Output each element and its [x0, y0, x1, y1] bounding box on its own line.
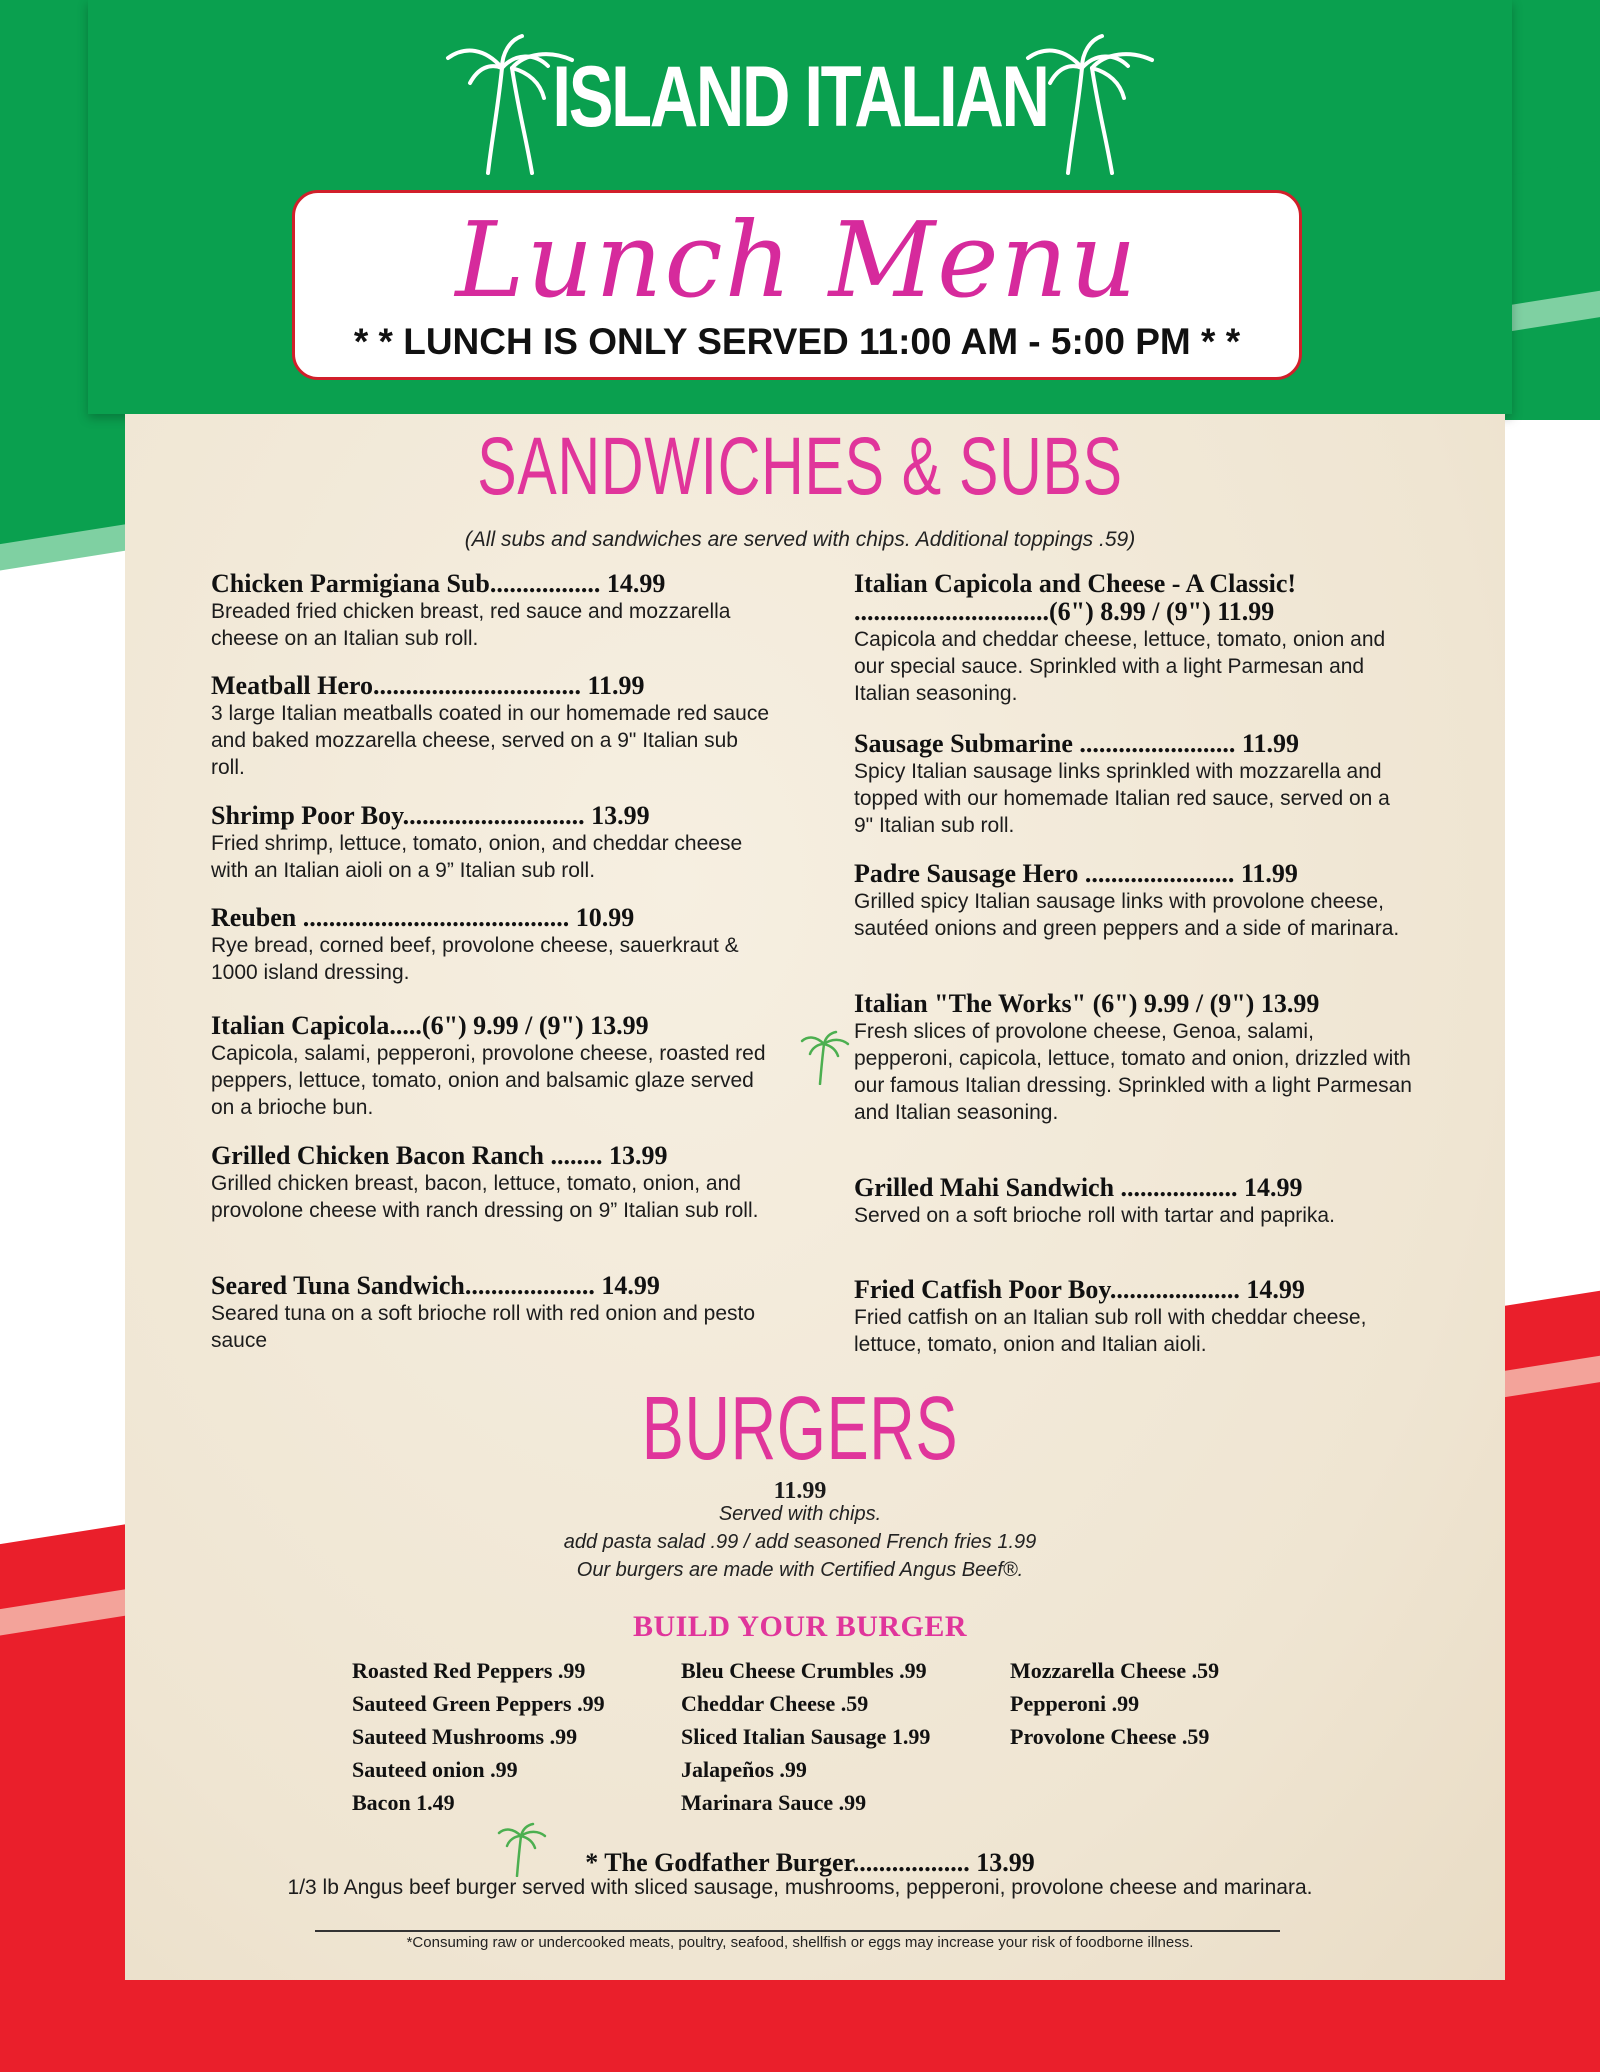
topping-item: Jalapeños .99: [681, 1757, 807, 1782]
menu-item-description: 3 large Italian meatballs coated in our homemade red sauce and baked mozzarella cheese, served on a 9" Italian sub roll.: [211, 702, 769, 779]
palm-tree-icon: [800, 1030, 850, 1085]
lunch-hours-note: * * LUNCH IS ONLY SERVED 11:00 AM - 5:00 PM * *: [353, 321, 1241, 362]
topping-item: Marinara Sauce .99: [681, 1790, 867, 1815]
godfather-burger-description: 1/3 lb Angus beef burger served with sliced sausage, mushrooms, pepperoni, provolone cheese and marinara.: [287, 1876, 1313, 1899]
menu-item-name: Fried Catfish Poor Boy.................... 14.99: [854, 1275, 1305, 1304]
toppings-column: [352, 1654, 605, 1819]
menu-item: [211, 802, 771, 884]
topping-item: Roasted Red Peppers .99: [352, 1658, 586, 1683]
menu-item-name: Grilled Chicken Bacon Ranch ........ 13.99: [211, 1141, 668, 1170]
menu-item-description: Seared tuna on a soft brioche roll with red onion and pesto sauce: [211, 1302, 756, 1352]
menu-item: [211, 570, 771, 652]
menu-item-description: Rye bread, corned beef, provolone cheese, sauerkraut & 1000 island dressing.: [211, 934, 739, 984]
godfather-burger-name: * The Godfather Burger.................. 13.99: [585, 1848, 1035, 1877]
menu-item-description: Served on a soft brioche roll with tartar and paprika.: [854, 1204, 1335, 1227]
menu-item-name: Sausage Submarine ........................ 11.99: [854, 729, 1299, 758]
footer-bar: [88, 1980, 1512, 2072]
menu-item-description: Capicola, salami, pepperoni, provolone cheese, roasted red peppers, lettuce, tomato, onion and balsamic glaze served on a brioche bun.: [211, 1042, 766, 1119]
menu-item-description: Capicola and cheddar cheese, lettuce, tomato, onion and our special sauce. Sprinkled with a light Parmesan and Italian seasoning.: [854, 628, 1386, 705]
topping-item: Sauteed Mushrooms .99: [352, 1724, 578, 1749]
lunch-menu-banner: [292, 190, 1302, 380]
toppings-column: [681, 1654, 930, 1819]
menu-item-name: Italian Capicola and Cheese - A Classic!: [854, 569, 1297, 598]
menu-item-description: Breaded fried chicken breast, red sauce and mozzarella cheese on an Italian sub roll.: [211, 600, 731, 650]
menu-item-description: Grilled chicken breast, bacon, lettuce, tomato, onion, and provolone cheese with ranch dressing on 9” Italian sub roll.: [211, 1172, 759, 1222]
divider: [315, 1930, 1280, 1932]
menu-item: [211, 904, 771, 986]
menu-item-name: Shrimp Poor Boy............................ 13.99: [211, 801, 650, 830]
menu-item: [211, 1012, 771, 1121]
menu-item: [854, 730, 1414, 839]
menu-item-name: Seared Tuna Sandwich.................... 14.99: [211, 1271, 660, 1300]
topping-item: Cheddar Cheese .59: [681, 1691, 869, 1716]
toppings-column: [1010, 1654, 1219, 1753]
topping-item: Sliced Italian Sausage 1.99: [681, 1724, 931, 1749]
menu-item-name: Italian Capicola.....(6") 9.99 / (9") 13.99: [211, 1011, 649, 1040]
menu-item-description: Grilled spicy Italian sausage links with provolone cheese, sautéed onions and green peppers and a side of marinara.: [854, 890, 1400, 940]
menu-item: [854, 1276, 1414, 1358]
topping-item: Mozzarella Cheese .59: [1010, 1658, 1220, 1683]
burgers-heading: BURGERS: [641, 1379, 959, 1479]
menu-item-name: Grilled Mahi Sandwich .................. 14.99: [854, 1173, 1303, 1202]
menu-item: [211, 1272, 771, 1354]
menu-item-name: Meatball Hero................................ 11.99: [211, 671, 645, 700]
menu-item-name: Chicken Parmigiana Sub................. 14.99: [211, 569, 666, 598]
burger-beef-note: Our burgers are made with Certified Angus Beef®.: [576, 1559, 1024, 1581]
menu-item-name: Padre Sausage Hero ....................... 11.99: [854, 859, 1298, 888]
menu-item: [854, 860, 1414, 942]
topping-item: Provolone Cheese .59: [1010, 1724, 1210, 1749]
menu-item-name: Reuben ......................................... 10.99: [211, 903, 635, 932]
menu-item-description: Fresh slices of provolone cheese, Genoa, salami, pepperoni, capicola, lettuce, tomato and onion, drizzled with our famous Italian dressing. Sprinkled with a light Parmesan and Italian seasoning.: [854, 1020, 1412, 1124]
food-safety-disclaimer: *Consuming raw or undercooked meats, poultry, seafood, shellfish or eggs may increase your risk of foodborne illness.: [406, 1934, 1194, 1951]
menu-item-name: Italian "The Works" (6") 9.99 / (9") 13.99: [854, 989, 1320, 1018]
menu-item-prices: ..............................(6") 8.99 / (9") 11.99: [854, 597, 1275, 626]
topping-item: Sauteed Green Peppers .99: [352, 1691, 605, 1716]
menu-item: [211, 672, 771, 781]
burger-note: Served with chips.: [718, 1503, 882, 1525]
topping-item: Bleu Cheese Crumbles .99: [681, 1658, 927, 1683]
menu-item: [854, 1174, 1414, 1229]
menu-item: [211, 1142, 771, 1224]
sandwiches-note: (All subs and sandwiches are served with chips. Additional toppings .59): [464, 528, 1136, 551]
menu-title: Lunch Menu: [455, 199, 1139, 321]
topping-item: Pepperoni .99: [1010, 1691, 1140, 1716]
menu-item-description: Fried shrimp, lettuce, tomato, onion, and cheddar cheese with an Italian aioli on a 9” Italian sub roll.: [211, 832, 743, 882]
topping-item: Bacon 1.49: [352, 1790, 455, 1815]
menu-item: [854, 990, 1414, 1126]
restaurant-logo: ISLAND ITALIAN: [552, 49, 1048, 145]
burger-price: 11.99: [773, 1478, 827, 1504]
sandwiches-heading: SANDWICHES & SUBS: [477, 421, 1123, 512]
topping-item: Sauteed onion .99: [352, 1757, 518, 1782]
menu-item-description: Spicy Italian sausage links sprinkled with mozzarella and topped with our homemade Italian red sauce, served on a 9" Italian sub roll.: [854, 760, 1390, 837]
menu-item: [854, 570, 1414, 707]
menu-item-description: Fried catfish on an Italian sub roll with cheddar cheese, lettuce, tomato, onion and Italian aioli.: [854, 1306, 1367, 1356]
build-your-burger-heading: BUILD YOUR BURGER: [632, 1610, 968, 1643]
burger-addons-note: add pasta salad .99 / add seasoned French fries 1.99: [563, 1531, 1037, 1553]
